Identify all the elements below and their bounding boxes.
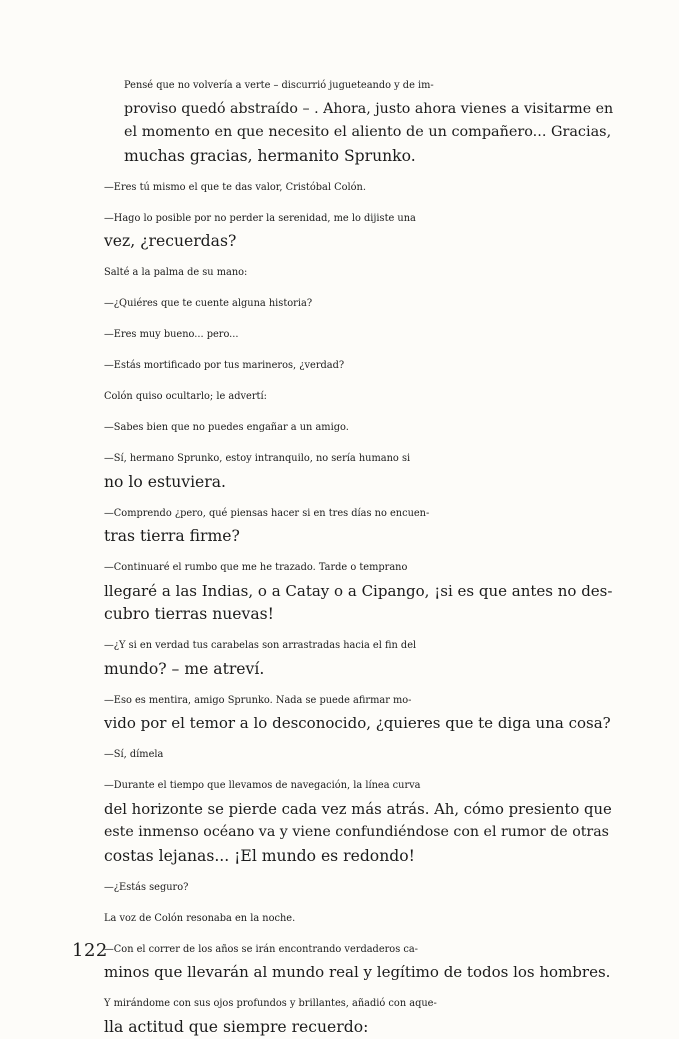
page-number: 122 — [72, 940, 108, 961]
text-line: llegaré a las Indias, o a Catay o a Cipango, ¡si es que antes no des- — [74, 580, 614, 604]
text-line: vez, ¿recuerdas? — [74, 230, 614, 254]
text-line: —Eres muy bueno... pero... — [74, 323, 614, 347]
text-line: —Sí, hermano Sprunko, estoy intranquilo, no sería humano si — [74, 447, 614, 471]
paragraph — [74, 907, 614, 931]
text-line: tras tierra firme? — [74, 525, 614, 549]
paragraph — [74, 261, 614, 285]
text-line: vido por el temor a lo desconocido, ¿quieres que te diga una cosa? — [74, 712, 614, 736]
text-line: —Estás mortificado por tus marineros, ¿verdad? — [74, 354, 614, 378]
paragraph — [74, 634, 614, 681]
text-line: —Hago lo posible por no perder la serenidad, me lo dijiste una — [74, 207, 614, 231]
text-line: proviso quedó abstraído – . Ahora, justo ahora vienes a visitarme en — [74, 98, 614, 122]
text-line: muchas gracias, hermanito Sprunko. — [74, 145, 614, 169]
text-line: La voz de Colón resonaba en la noche. — [74, 907, 614, 931]
paragraph — [74, 992, 614, 1039]
text-line: —Continuaré el rumbo que me he trazado. Tarde o temprano — [74, 556, 614, 580]
paragraph — [74, 176, 614, 200]
text-line: mundo? – me atreví. — [74, 658, 614, 682]
paragraph — [74, 416, 614, 440]
paragraph — [74, 689, 614, 736]
paragraph — [74, 385, 614, 409]
paragraph — [74, 447, 614, 494]
text-line: —¿Estás seguro? — [74, 876, 614, 900]
text-line: —Con el correr de los años se irán encontrando verdaderos ca- — [74, 938, 614, 962]
text-line: —Sí, dímela — [74, 743, 614, 767]
text-line: cubro tierras nuevas! — [74, 603, 614, 627]
text-line: costas lejanas... ¡El mundo es redondo! — [74, 845, 614, 869]
text-line: —Comprendo ¿pero, qué piensas hacer si en tres días no encuen- — [74, 502, 614, 526]
text-line: Salté a la palma de su mano: — [74, 261, 614, 285]
text-line: este inmenso océano va y viene confundiéndose con el rumor de otras — [74, 821, 614, 845]
paragraph — [74, 743, 614, 767]
text-line: el momento en que necesito el aliento de un compañero... Gracias, — [74, 121, 614, 145]
paragraph — [74, 502, 614, 549]
text-line: minos que llevarán al mundo real y legítimo de todos los hombres. — [74, 961, 614, 985]
text-line: —Eso es mentira, amigo Sprunko. Nada se puede afirmar mo- — [74, 689, 614, 713]
paragraph — [74, 774, 614, 868]
text-line: no lo estuviera. — [74, 471, 614, 495]
text-line: Colón quiso ocultarlo; le advertí: — [74, 385, 614, 409]
text-line: —Sabes bien que no puedes engañar a un amigo. — [74, 416, 614, 440]
paragraph — [74, 207, 614, 254]
page-text — [74, 74, 614, 1039]
paragraph — [74, 938, 614, 985]
text-line: lla actitud que siempre recuerdo: — [74, 1016, 614, 1039]
paragraph — [74, 354, 614, 378]
text-line: —¿Quiéres que te cuente alguna historia? — [74, 292, 614, 316]
text-line: —Durante el tiempo que llevamos de navegación, la línea curva — [74, 774, 614, 798]
paragraph — [74, 876, 614, 900]
text-line: —Eres tú mismo el que te das valor, Cristóbal Colón. — [74, 176, 614, 200]
text-line: Y mirándome con sus ojos profundos y brillantes, añadió con aque- — [74, 992, 614, 1016]
paragraph — [74, 74, 614, 168]
text-line: del horizonte se pierde cada vez más atrás. Ah, cómo presiento que — [74, 798, 614, 822]
text-line: —¿Y si en verdad tus carabelas son arrastradas hacia el fin del — [74, 634, 614, 658]
paragraph — [74, 323, 614, 347]
text-line: Pensé que no volvería a verte – discurrió jugueteando y de im- — [74, 74, 614, 98]
paragraph — [74, 292, 614, 316]
paragraph — [74, 556, 614, 627]
